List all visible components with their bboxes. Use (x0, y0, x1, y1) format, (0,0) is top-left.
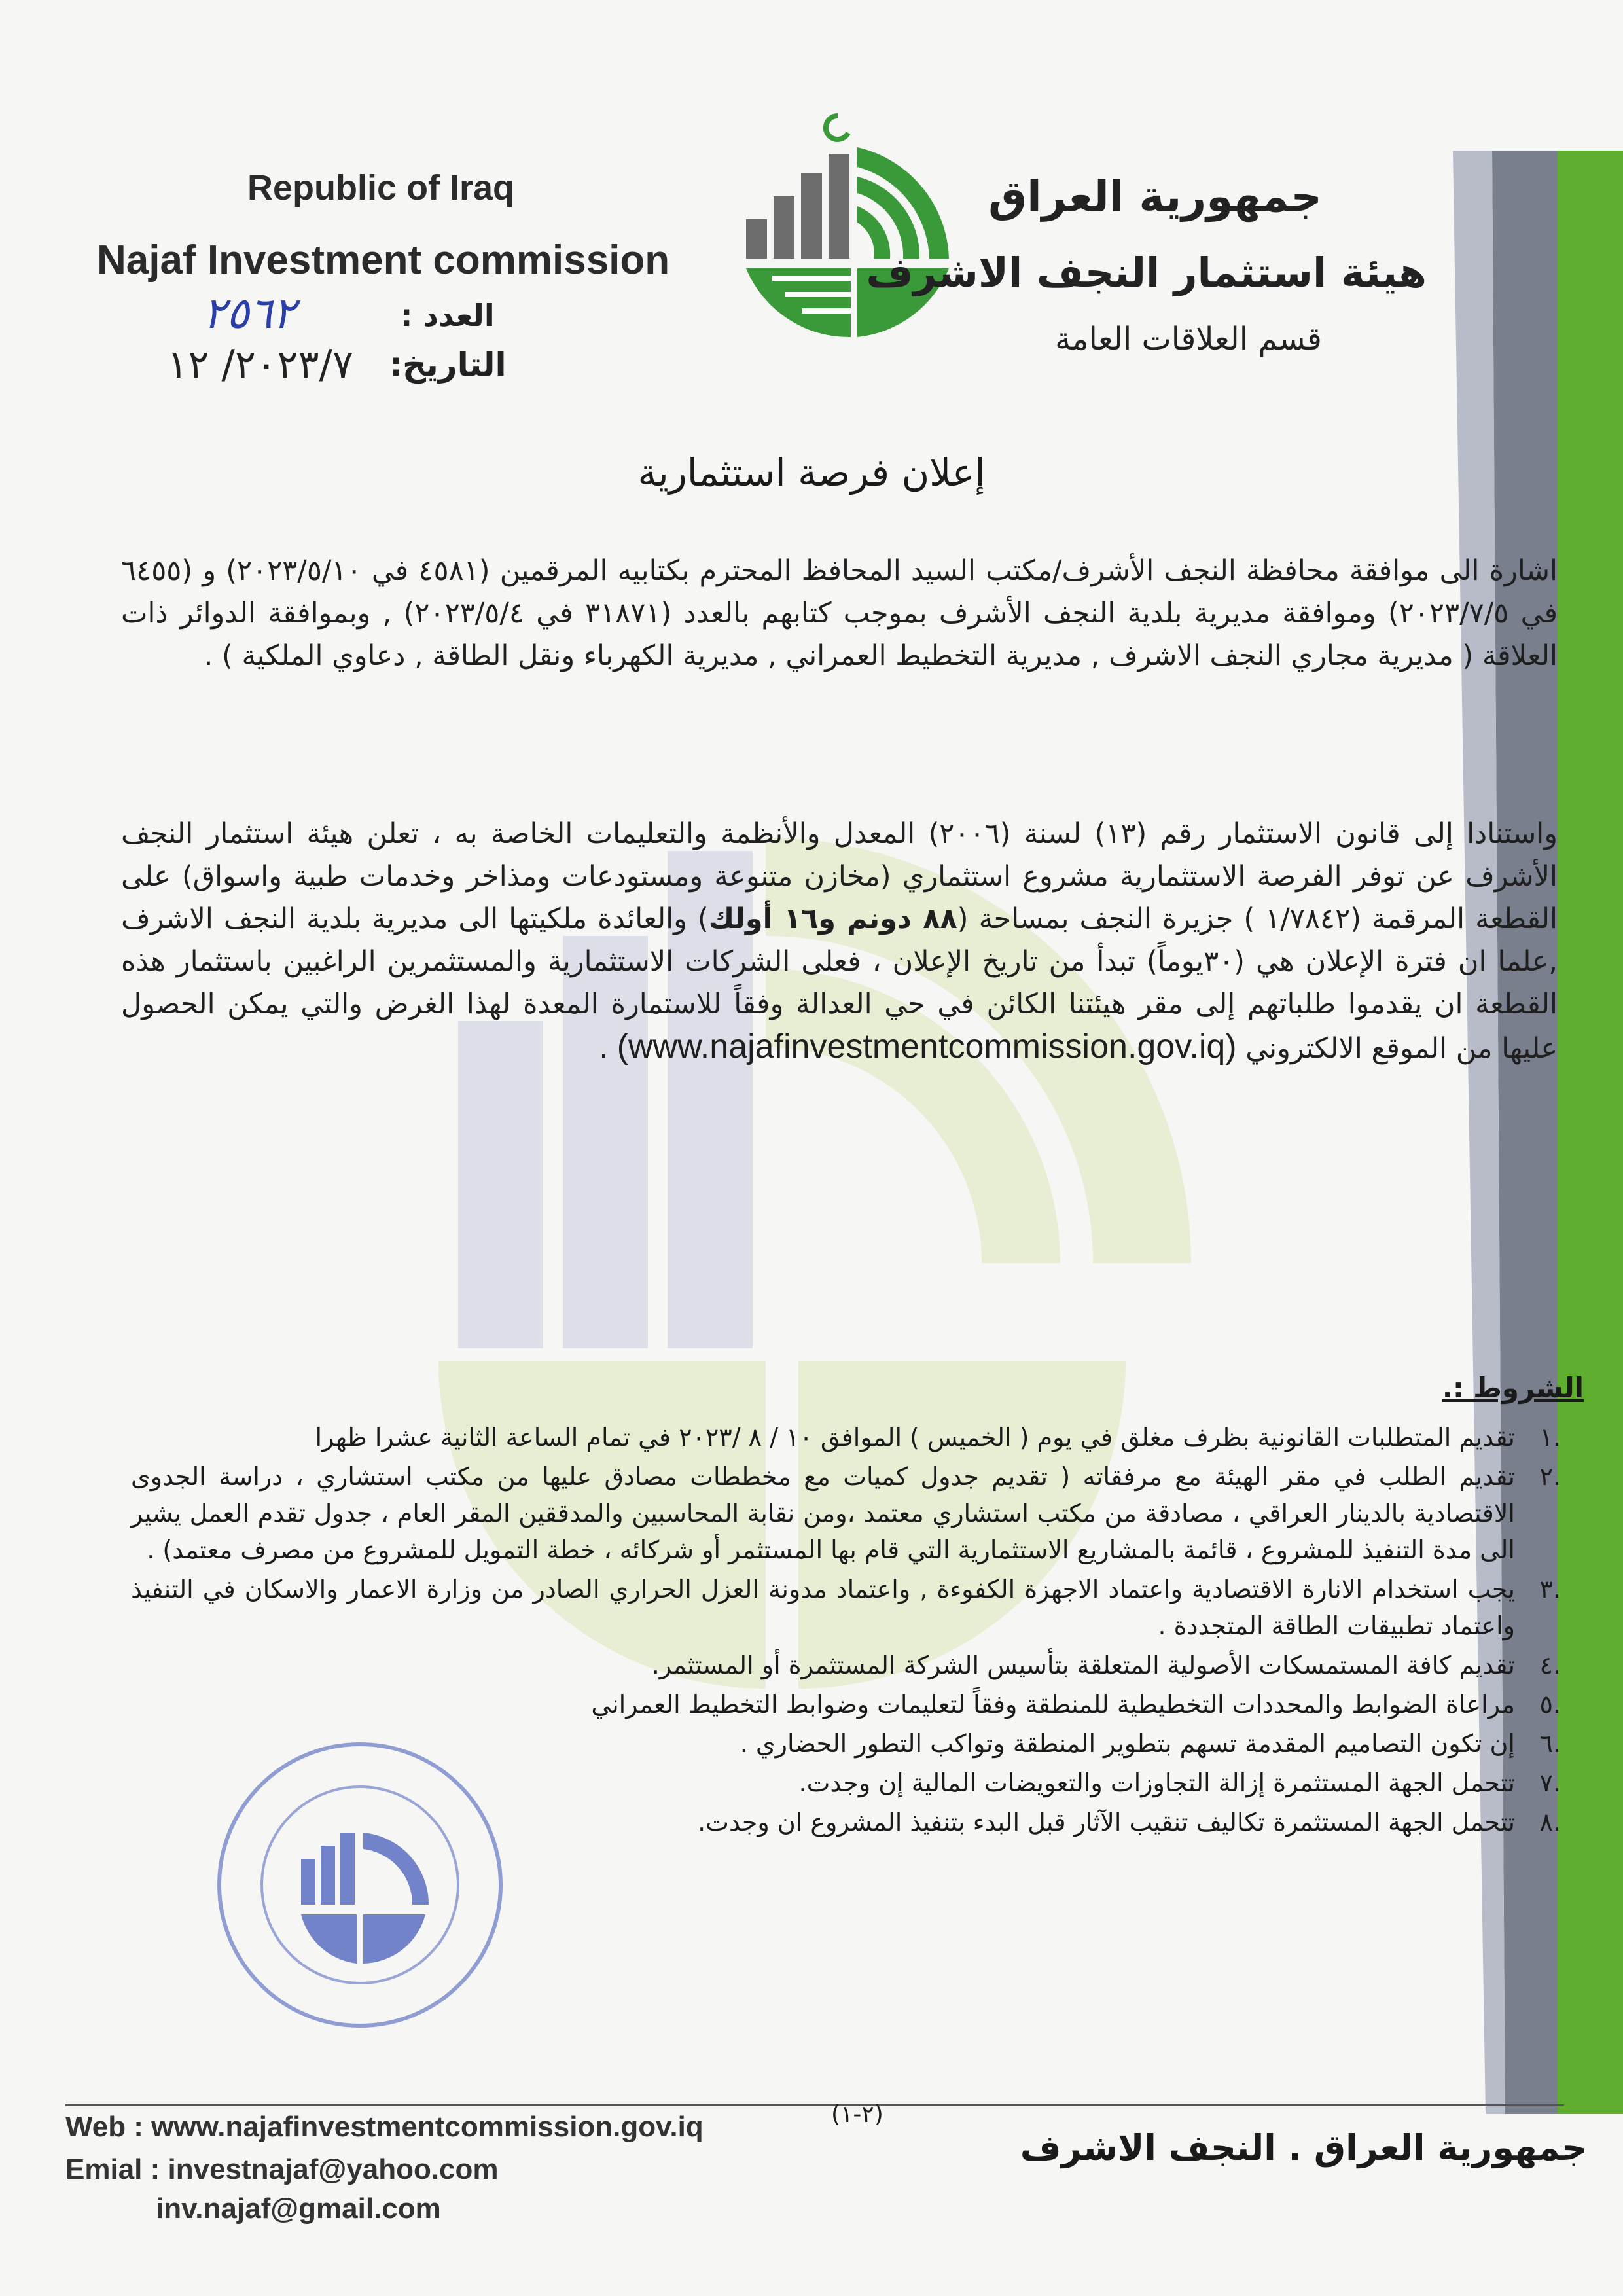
list-item (131, 1647, 1561, 1683)
commission-logo (733, 108, 955, 344)
list-item (131, 1686, 1561, 1723)
item-text: تتحمل الجهة المستثمرة تكاليف تنقيب الآثار قبل البدء بتنفيذ المشروع ان وجدت. (698, 1808, 1515, 1837)
para2-text-b: ) والعائدة ملكيتها الى مديرية بلدية النجف الاشرف ,علما ان فترة الإعلان هي (٣٠يوماً) تبدأ من تاريخ الإعلان ، فعلى الشركات الاستثمارية والمستثمرين الراغبين باستثمار هذه القطعة ان يقدموا طلباتهم إلى مقر هيئتنا الكائن في حي العدالة وفقاً للاستمارة المعدة لهذا الغرض والتي يمكن الحصول عليها من الموقع الالكتروني (121, 903, 1558, 1065)
item-number: .١ (1539, 1423, 1561, 1452)
item-number: .٥ (1539, 1690, 1561, 1719)
item-text: تقديم الطلب في مقر الهيئة مع مرفقاته ( تقديم جدول كميات مع مخططات مصادق عليها من مكتب استشاري ، دراسة الجدوى الاقتصادية بالدينار العراقي ، مصادقة من مكتب استشاري معتمد ،ومن نقابة المحاسبين والمدققين المقر العام ، جدول تقدم العمل يشير الى مدة التنفيذ للمشروع ، قائمة بالمشاريع الاستثمارية التي قام بها المستثمر أو شركائه ، خطة التمويل للمشروع من مصرف معتمد) . (131, 1462, 1515, 1564)
item-number: .٢ (1539, 1462, 1561, 1491)
english-commission-name: Najaf Investment commission (97, 238, 670, 283)
item-number: .٨ (1539, 1808, 1561, 1837)
body-paragraph-1: اشارة الى موافقة محافظة النجف الأشرف/مكتب السيد المحافظ المحترم بكتابيه المرقمين (٤٥٨١ في ٢٠٢٣/٥/١٠) و (٦٤٥٥ في ٢٠٢٣/٧/٥) وموافقة مديرية بلدية النجف الأشرف بموجب كتابهم بالعدد (٣١٨٧١ في ٢٠٢٣/٥/٤) , وبموافقة الدوائر ذات العلاقة ( مديرية مجاري النجف الاشرف , مديرية التخطيط العمراني , مديرية الكهرباء ونقل الطاقة , دعاوي الملكية ) . (121, 554, 1558, 672)
arabic-country-name: جمهورية العراق (988, 171, 1322, 222)
conditions-title: الشروط :. (1442, 1372, 1584, 1404)
date-label: التاريخ: (389, 346, 507, 384)
footer-website[interactable]: Web : www.najafinvestmentcommission.gov.iq (65, 2111, 704, 2143)
item-number: .٦ (1539, 1729, 1561, 1758)
english-country-name: Republic of Iraq (247, 168, 515, 207)
list-item (131, 1571, 1561, 1644)
arabic-department-name: قسم العلاقات العامة (1055, 321, 1322, 357)
item-text: يجب استخدام الانارة الاقتصادية واعتماد الاجهزة الكفوءة , واعتماد مدونة العزل الحراري الصادر من وزارة الاعمار والاسكان في التنفيذ واعتماد تطبيقات الطاقة المتجددة . (131, 1575, 1515, 1640)
body-paragraph-2 (121, 813, 1558, 1070)
item-number: .٤ (1539, 1651, 1561, 1679)
item-text: تتحمل الجهة المستثمرة إزالة التجاوزات والتعويضات المالية إن وجدت. (798, 1768, 1515, 1797)
item-text: إن تكون التصاميم المقدمة تسهم بتطوير المنطقة وتواكب التطور الحضاري . (740, 1729, 1515, 1758)
website-link[interactable]: (www.najafinvestmentcommission.gov.iq) (616, 1028, 1237, 1066)
plot-area-value: ٨٨ دونم و١٦ أولك (708, 903, 957, 935)
date-value: ٢٠٢٣/٧/ ١٢ (167, 342, 354, 387)
para2-text-a: واستنادا إلى قانون الاستثمار رقم (١٣) لسنة (٢٠٠٦) المعدل والأنظمة والتعليمات الخاصة به ، تعلن هيئة استثمار النجف الأشرف عن توفر الفرصة الاستثمارية مشروع استثماري (مخازن متنوعة ومستودعات ومذاخر وخدمات طبية واسواق) على القطعة المرقمة (١/٧٨٤٢ ) جزيرة النجف بمساحة ( (121, 817, 1558, 935)
item-number: .٣ (1539, 1575, 1561, 1604)
item-text: تقديم المتطلبات القانونية بظرف مغلق في يوم ( الخميس ) الموافق ١٠ / ٨ /٢٠٢٣ في تمام الساعة الثانية عشرا ظهرا (315, 1423, 1515, 1452)
list-item (131, 1458, 1561, 1568)
list-item (131, 1419, 1561, 1456)
arabic-commission-name: هيئة استثمار النجف الاشرف (866, 249, 1427, 296)
footer-divider (65, 2104, 1564, 2106)
number-value: ٢٥٦٢ (203, 288, 296, 338)
footer-email-2[interactable]: inv.najaf@gmail.com (156, 2193, 441, 2225)
announcement-title: إعلان فرصة استثمارية (637, 450, 986, 495)
footer-arabic-address: جمهورية العراق . النجف الاشرف (1020, 2127, 1587, 2168)
page-number: (٢-١) (831, 2101, 883, 2128)
official-stamp (209, 1734, 510, 2036)
footer-email[interactable]: Emial : investnajaf@yahoo.com (65, 2153, 499, 2185)
number-label: العدد : (401, 298, 495, 333)
para2-end: . (599, 1032, 617, 1065)
item-text: مراعاة الضوابط والمحددات التخطيطية للمنطقة وفقاً لتعليمات وضوابط التخطيط العمراني (591, 1690, 1515, 1719)
item-text: تقديم كافة المستمسكات الأصولية المتعلقة بتأسيس الشركة المستثمرة أو المستثمر. (651, 1651, 1515, 1679)
item-number: .٧ (1539, 1768, 1561, 1797)
